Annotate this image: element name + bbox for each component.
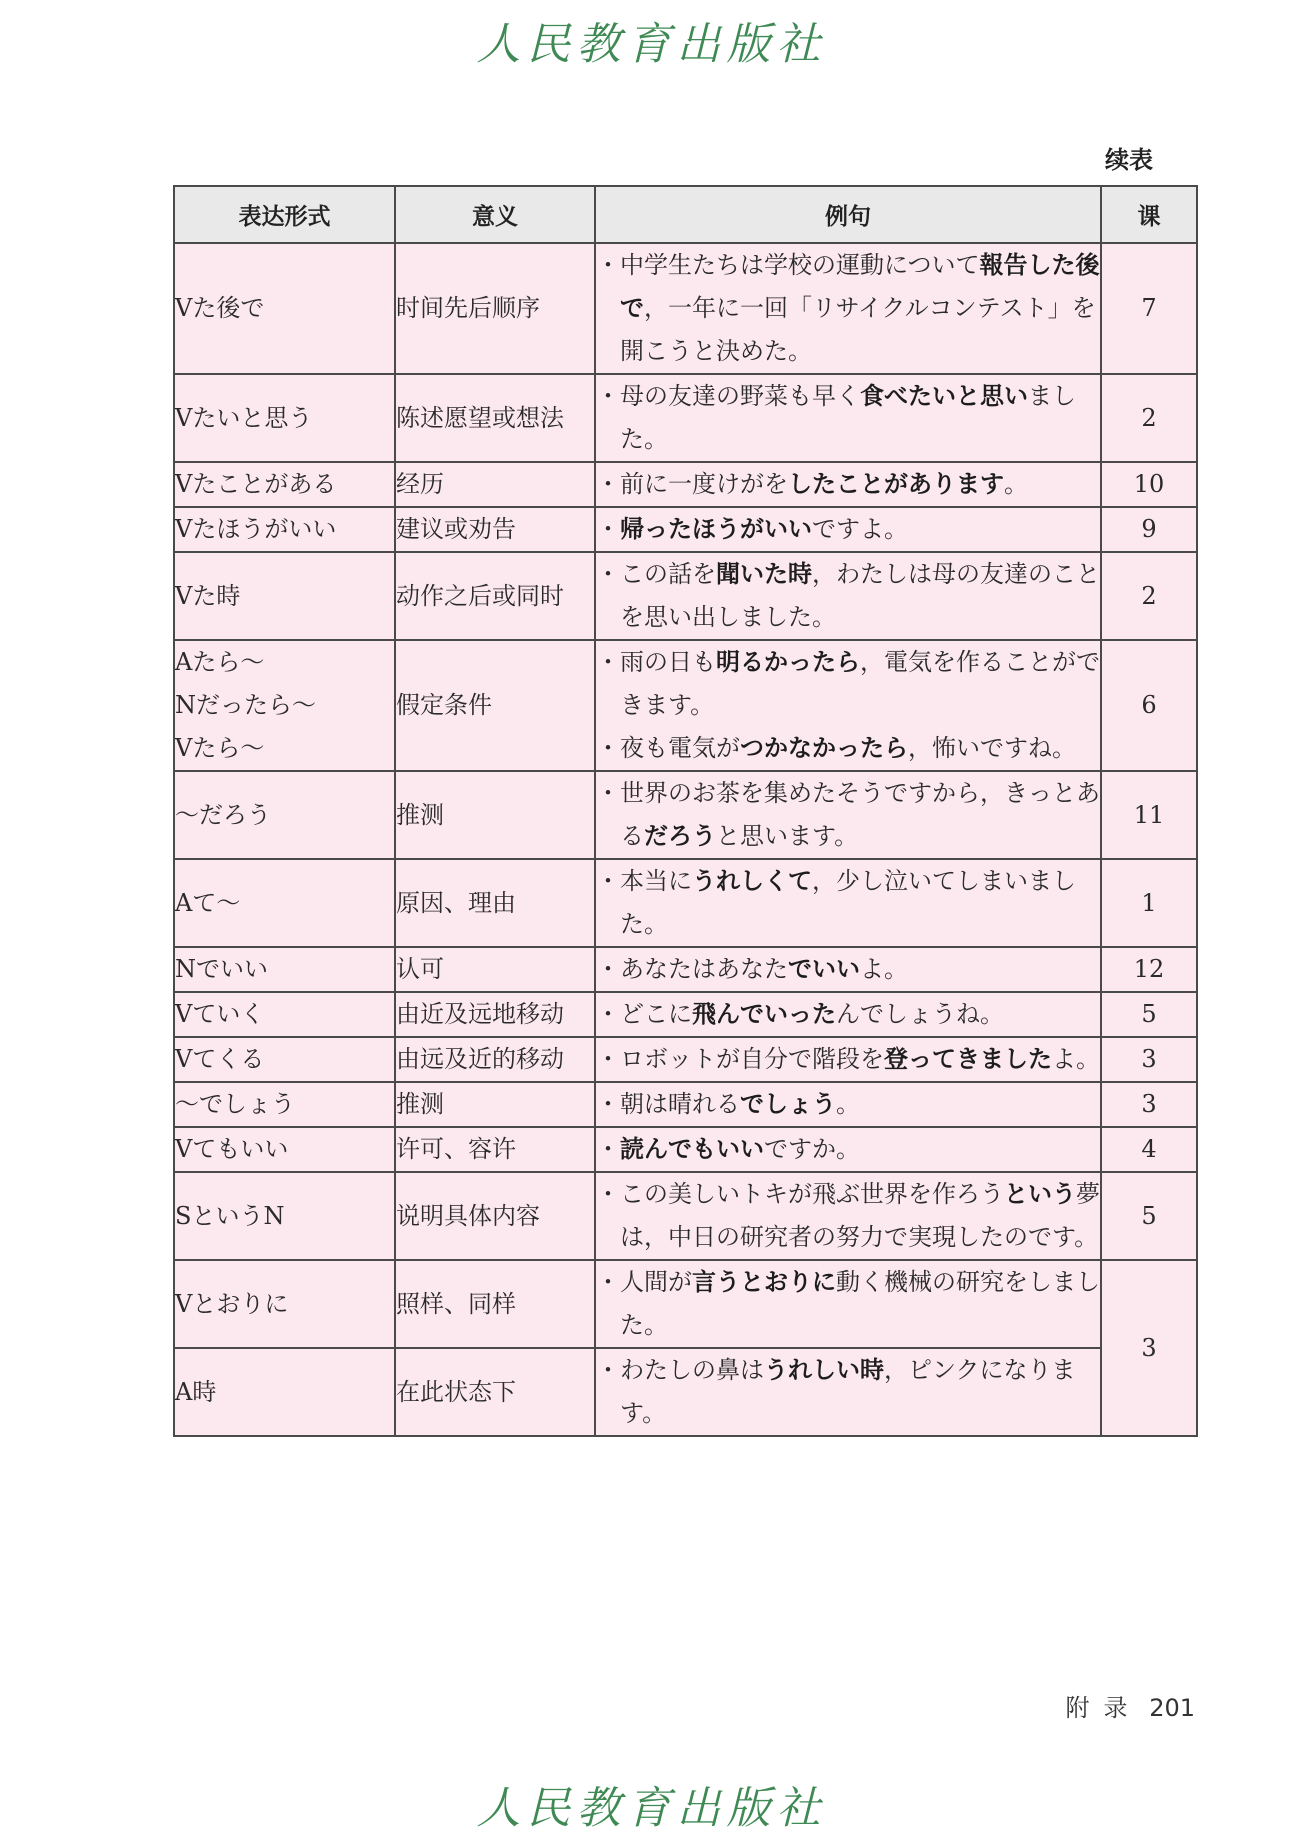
example-segment: この美しいトキが飛ぶ世界を作ろう [620, 1180, 1004, 1208]
highlighted-grammar: したことがあります [788, 470, 1004, 498]
highlighted-grammar: 読んでもいい [620, 1135, 764, 1163]
example-cell [595, 947, 1101, 992]
example-cell [595, 859, 1101, 947]
highlighted-grammar: 登ってきました [884, 1045, 1052, 1073]
bullet-icon: ・ [596, 779, 620, 807]
publisher-logo-top [0, 8, 1303, 72]
example-cell [595, 992, 1101, 1037]
bullet-icon: ・ [596, 560, 620, 588]
form-line: ～だろう [175, 800, 271, 829]
example-cell [595, 771, 1101, 859]
form-cell [174, 552, 395, 640]
bullet-icon: ・ [596, 1356, 620, 1384]
bullet-icon: ・ [596, 382, 620, 410]
meaning-cell: 陈述愿望或想法 [395, 374, 595, 462]
example-text [620, 375, 1100, 461]
meaning-cell: 原因、理由 [395, 859, 595, 947]
table-header-row [174, 186, 1197, 243]
highlighted-grammar: 帰ったほうがいい [620, 515, 812, 543]
example-segment: ですよ。 [812, 515, 908, 543]
form-line: Vたことがある [175, 470, 337, 498]
lesson-cell: 4 [1101, 1127, 1197, 1172]
example-text [620, 1083, 1100, 1126]
lesson-cell: 9 [1101, 507, 1197, 552]
example-text [620, 1349, 1100, 1435]
example-cell [595, 640, 1101, 771]
form-cell [174, 947, 395, 992]
example-segment: 夢は，中日の研究者の努力で実現したのです。 [620, 1180, 1100, 1251]
publisher-logo-bottom [0, 1772, 1303, 1836]
highlighted-grammar: でしょう [740, 1090, 836, 1118]
form-line: Aたら～ [175, 648, 265, 676]
meaning-cell: 推测 [395, 771, 595, 859]
lesson-cell: 10 [1101, 462, 1197, 507]
table-row [174, 640, 1197, 771]
example-sentence [596, 772, 1100, 858]
example-text [620, 860, 1100, 946]
header-example: 例句 [595, 186, 1101, 243]
publisher-logo-text: 人民教育出版社 [476, 19, 827, 70]
lesson-cell: 3 [1101, 1260, 1197, 1436]
example-cell [595, 374, 1101, 462]
bullet-icon: ・ [596, 867, 620, 895]
example-segment: 雨の日も [620, 648, 716, 676]
form-cell [174, 243, 395, 374]
form-line: Vた時 [175, 581, 241, 610]
example-text [620, 1128, 1100, 1171]
example-segment: 朝は晴れる [620, 1090, 740, 1118]
example-text [620, 641, 1100, 727]
table-row [174, 947, 1197, 992]
form-line: A時 [175, 1377, 217, 1406]
form-cell [174, 859, 395, 947]
example-cell [595, 1260, 1101, 1348]
example-cell [595, 1082, 1101, 1127]
example-segment: ロボットが自分で階段を [620, 1045, 884, 1073]
grammar-table [173, 185, 1198, 1437]
example-segment: ，ピンクになります。 [620, 1356, 1076, 1427]
example-text [620, 727, 1100, 770]
example-segment: ました。 [620, 382, 1076, 453]
example-text [620, 1038, 1100, 1081]
example-sentence [596, 553, 1100, 639]
example-sentence [596, 727, 1100, 770]
meaning-cell: 假定条件 [395, 640, 595, 771]
form-line: Vたいと思う [175, 403, 313, 432]
highlighted-grammar: つかなかったら [740, 734, 908, 762]
lesson-cell: 6 [1101, 640, 1197, 771]
highlighted-grammar: うれしくて [692, 867, 812, 895]
example-segment: 前に一度けがを [620, 470, 788, 498]
meaning-cell: 由近及远地移动 [395, 992, 595, 1037]
meaning-cell: 动作之后或同时 [395, 552, 595, 640]
bullet-icon: ・ [596, 1268, 620, 1296]
header-meaning: 意义 [395, 186, 595, 243]
bullet-icon: ・ [596, 251, 620, 279]
form-cell [174, 771, 395, 859]
example-sentence [596, 641, 1100, 727]
table-row [174, 1127, 1197, 1172]
highlighted-grammar: 飛んでいった [692, 1000, 836, 1028]
example-sentence [596, 1128, 1100, 1171]
example-segment: 本当に [620, 867, 692, 895]
example-text [620, 463, 1100, 506]
form-line: SというN [175, 1201, 285, 1230]
bullet-icon: ・ [596, 955, 620, 983]
table-row [174, 771, 1197, 859]
table-row [174, 992, 1197, 1037]
form-line: Vたほうがいい [175, 515, 337, 543]
example-text [620, 508, 1100, 551]
lesson-cell: 12 [1101, 947, 1197, 992]
example-cell [595, 1172, 1101, 1260]
example-segment: ，少し泣いてしまいました。 [620, 867, 1076, 938]
form-line: Aて～ [175, 888, 241, 917]
example-segment: よ。 [1052, 1045, 1100, 1073]
example-segment: よ。 [860, 955, 908, 983]
form-line: Nでいい [175, 955, 268, 983]
bullet-icon: ・ [596, 1000, 620, 1028]
example-segment: 人間が [620, 1268, 692, 1296]
highlighted-grammar: 報告した後で [620, 251, 1100, 322]
meaning-cell: 建议或劝告 [395, 507, 595, 552]
meaning-cell: 在此状态下 [395, 1348, 595, 1436]
example-sentence [596, 375, 1100, 461]
table-body [174, 243, 1197, 1436]
table-row [174, 1348, 1197, 1436]
highlighted-grammar: という [1004, 1180, 1076, 1208]
example-sentence [596, 860, 1100, 946]
form-cell [174, 992, 395, 1037]
bullet-icon: ・ [596, 1090, 620, 1118]
example-segment: 夜も電気が [620, 734, 740, 762]
form-line: Vてくる [175, 1045, 265, 1073]
example-text [620, 553, 1100, 639]
page-number: 201 [1149, 1694, 1195, 1722]
example-segment: ，一年に一回「リサイクルコンテスト」を開こうと決めた。 [620, 294, 1096, 365]
bullet-icon: ・ [596, 734, 620, 762]
highlighted-grammar: 聞いた時 [716, 560, 812, 588]
lesson-cell: 5 [1101, 992, 1197, 1037]
highlighted-grammar: 食べたいと思い [860, 382, 1028, 410]
table-row [174, 374, 1197, 462]
lesson-cell: 7 [1101, 243, 1197, 374]
lesson-cell: 2 [1101, 552, 1197, 640]
meaning-cell: 认可 [395, 947, 595, 992]
example-cell [595, 243, 1101, 374]
header-lesson: 课 [1101, 186, 1197, 243]
example-sentence [596, 463, 1100, 506]
form-line: Nだったら～ [175, 691, 316, 719]
example-cell [595, 552, 1101, 640]
example-segment: 世界のお茶を集めたそうですから，きっとある [620, 779, 1100, 850]
table-row [174, 1082, 1197, 1127]
example-cell [595, 1348, 1101, 1436]
table-row [174, 1260, 1197, 1348]
lesson-cell: 5 [1101, 1172, 1197, 1260]
example-cell [595, 1037, 1101, 1082]
example-sentence [596, 1261, 1100, 1347]
highlighted-grammar: うれしい時 [764, 1356, 884, 1384]
meaning-cell: 经历 [395, 462, 595, 507]
continued-label: 续表 [1105, 146, 1153, 174]
example-segment: 中学生たちは学校の運動について [620, 251, 980, 279]
example-segment: 動く機械の研究をしました。 [620, 1268, 1100, 1339]
table-row [174, 1037, 1197, 1082]
highlighted-grammar: だろう [644, 822, 716, 850]
form-cell [174, 640, 395, 771]
bullet-icon: ・ [596, 1180, 620, 1208]
lesson-cell: 1 [1101, 859, 1197, 947]
form-cell [174, 374, 395, 462]
bullet-icon: ・ [596, 470, 620, 498]
example-segment: ，怖いですね。 [908, 734, 1076, 762]
form-line: Vていく [175, 1000, 265, 1028]
bullet-icon: ・ [596, 1135, 620, 1163]
lesson-cell: 3 [1101, 1082, 1197, 1127]
form-cell [174, 1260, 395, 1348]
example-text [620, 1173, 1100, 1259]
meaning-cell: 许可、容许 [395, 1127, 595, 1172]
form-cell [174, 1348, 395, 1436]
publisher-logo-text: 人民教育出版社 [476, 1783, 827, 1834]
header-form: 表达形式 [174, 186, 395, 243]
example-segment: んでしょうね。 [836, 1000, 1004, 1028]
example-cell [595, 462, 1101, 507]
meaning-cell: 推测 [395, 1082, 595, 1127]
example-segment: どこに [620, 1000, 692, 1028]
table-row [174, 507, 1197, 552]
form-line: Vてもいい [175, 1135, 289, 1163]
table-row [174, 462, 1197, 507]
example-segment: この話を [620, 560, 716, 588]
table-row [174, 243, 1197, 374]
example-sentence [596, 993, 1100, 1036]
form-line: ～でしょう [175, 1090, 295, 1118]
example-segment: 母の友達の野菜も早く [620, 382, 860, 410]
example-segment: 。 [1004, 470, 1028, 498]
example-sentence [596, 1083, 1100, 1126]
bullet-icon: ・ [596, 1045, 620, 1073]
bullet-icon: ・ [596, 515, 620, 543]
meaning-cell: 照样、同样 [395, 1260, 595, 1348]
example-sentence [596, 1173, 1100, 1259]
highlighted-grammar: 明るかったら [716, 648, 860, 676]
lesson-cell: 2 [1101, 374, 1197, 462]
example-text [620, 993, 1100, 1036]
example-text [620, 1261, 1100, 1347]
meaning-cell: 由远及近的移动 [395, 1037, 595, 1082]
form-cell [174, 1037, 395, 1082]
form-line: Vたら～ [175, 734, 265, 762]
example-cell [595, 507, 1101, 552]
example-segment: と思います。 [716, 822, 859, 850]
table-row [174, 552, 1197, 640]
example-text [620, 772, 1100, 858]
example-sentence [596, 508, 1100, 551]
example-text [620, 244, 1100, 373]
form-cell [174, 507, 395, 552]
example-segment: わたしの鼻は [620, 1356, 764, 1384]
example-sentence [596, 244, 1100, 373]
form-cell [174, 462, 395, 507]
lesson-cell: 3 [1101, 1037, 1197, 1082]
example-segment: あなたはあなた [620, 955, 788, 983]
example-sentence [596, 1349, 1100, 1435]
form-line: Vた後で [175, 294, 265, 322]
highlighted-grammar: 言うとおりに [692, 1268, 836, 1296]
highlighted-grammar: でいい [788, 955, 860, 983]
example-segment: ですか。 [764, 1135, 860, 1163]
table-row [174, 859, 1197, 947]
form-cell [174, 1172, 395, 1260]
meaning-cell: 时间先后顺序 [395, 243, 595, 374]
lesson-cell: 11 [1101, 771, 1197, 859]
example-segment: 。 [836, 1090, 860, 1118]
table-row [174, 1172, 1197, 1260]
example-cell [595, 1127, 1101, 1172]
example-sentence [596, 1038, 1100, 1081]
example-sentence [596, 948, 1100, 991]
example-segment: ，電気を作ることができます。 [620, 648, 1100, 719]
meaning-cell: 说明具体内容 [395, 1172, 595, 1260]
example-text [620, 948, 1100, 991]
form-cell [174, 1082, 395, 1127]
form-cell [174, 1127, 395, 1172]
form-line: Vとおりに [175, 1289, 289, 1318]
appendix-label: 附录 [1065, 1694, 1142, 1722]
example-segment: ，わたしは母の友達のことを思い出しました。 [620, 560, 1100, 631]
bullet-icon: ・ [596, 648, 620, 676]
page-footer [1066, 1688, 1195, 1723]
